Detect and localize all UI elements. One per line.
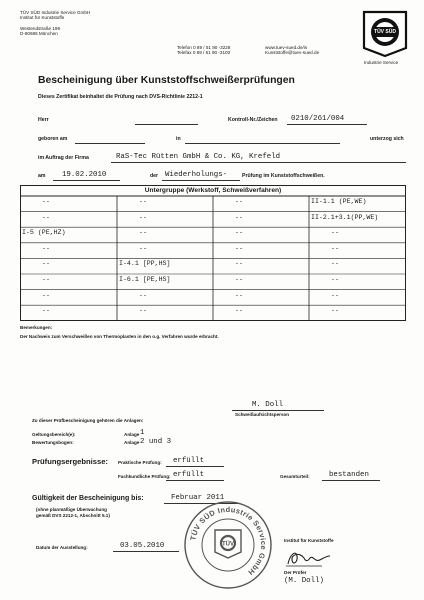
table-header: Untergruppe (Werkstoff, Schweißverfahren) <box>144 187 282 194</box>
rating-label: Bewertungsbogen: <box>32 440 74 445</box>
remarks-text: Der Nachweis zum Verschweißen von Thermoplasten in den o.g. Verfahren wurde erbracht. <box>20 334 219 339</box>
table-cell: -- <box>42 307 50 315</box>
table-cell: -- <box>235 276 243 283</box>
date-value: 19.02.2010 <box>62 171 107 179</box>
table-cell: -- <box>42 244 50 252</box>
table-cell: II-1.1 (PE,WE) <box>311 198 367 205</box>
table-cell: I-6.1 [PE,HS] <box>119 276 171 283</box>
examiner-name: (M. Doll) <box>284 577 324 585</box>
geboren-label: geboren am <box>38 136 68 142</box>
page-title: Bescheinigung über Kunststoffschweißerprüfungen <box>38 75 295 86</box>
table-cell: -- <box>42 276 50 283</box>
scope-label: Geltungsbereich(e): <box>32 432 76 437</box>
rating-value: 2 und 3 <box>140 438 172 446</box>
logo-caption: Industrie Service <box>364 60 399 65</box>
table-cell: I-5 (PE,HZ) <box>22 229 66 237</box>
issue-value: 03.05.2010 <box>120 542 165 550</box>
theory-line <box>166 480 224 481</box>
kontroll-label: Kontroll-Nr./Zeichen <box>228 117 278 123</box>
table-cell: -- <box>235 198 243 205</box>
validity-note-2: gemäß DVS 2212-1, Abschnitt 5.1) <box>36 513 110 518</box>
table-cell: -- <box>42 198 50 205</box>
in-line <box>185 143 340 144</box>
signature-scribble-icon <box>284 546 334 570</box>
attachments-intro: Zu dieser Prüfbescheinigung gehören die Anlagen: <box>32 418 144 423</box>
scope-value: 1 <box>140 429 145 437</box>
signature-institute: Institut für Kunststoffe <box>284 538 334 543</box>
table-cell: -- <box>331 307 339 315</box>
table-cell: -- <box>42 291 50 299</box>
org-street: Westendstraße 199 <box>20 25 61 31</box>
table-cell: -- <box>139 291 147 299</box>
pruefung-text: Prüfung im Kunststoffschweißen. <box>242 173 325 179</box>
examiner-label: Der Prüfer <box>284 570 307 575</box>
rating-anlage: Anlage <box>124 440 140 445</box>
web-block <box>265 45 319 56</box>
pruefungsart-line <box>162 180 240 181</box>
table-cell: -- <box>235 229 243 237</box>
firma-line <box>111 162 406 163</box>
table-cell: -- <box>235 291 243 299</box>
overall-label: Gesamturteil: <box>280 474 310 479</box>
phone-number: Telefon 0 89 / 51 90 -3228 <box>177 45 231 50</box>
table-cell: -- <box>331 244 339 252</box>
table-cell: -- <box>139 307 147 315</box>
herr-label: Herr <box>38 117 49 123</box>
table-cell: -- <box>42 213 50 221</box>
unterzog-label: unterzog sich <box>370 136 404 142</box>
validity-value: Februar 2011 <box>171 494 225 502</box>
validity-label: Gültigkeit der Bescheinigung bis: <box>32 495 144 502</box>
results-label: Prüfungsergebnisse: <box>32 457 108 466</box>
issue-line <box>113 551 179 552</box>
org-city: D-80686 München <box>20 31 58 37</box>
table-cell: -- <box>235 260 243 268</box>
org-institute: Institut für Kunststoffe <box>20 15 65 21</box>
kontroll-line <box>287 124 367 125</box>
supervisor-caption: Schweißaufsichtsperson <box>235 412 290 417</box>
table-grid <box>20 185 406 321</box>
phone-block <box>177 45 230 56</box>
am-label: am <box>38 173 46 179</box>
date-line <box>53 180 120 181</box>
subgroup-table <box>20 185 406 321</box>
handwritten-signature <box>284 546 334 570</box>
tuv-logo-text: TÜV SÜD <box>374 29 396 35</box>
table-cell: -- <box>331 229 339 237</box>
table-cell: -- <box>42 260 50 268</box>
firma-value: RaS-Tec Rütten GmbH & Co. KG, Krefeld <box>116 153 281 161</box>
scope-anlage: Anlage <box>124 432 140 437</box>
remarks-label: Bemerkungen: <box>20 325 53 330</box>
table-cell: -- <box>235 244 243 252</box>
org-address-block <box>20 10 90 37</box>
fax-number: Telefax 0 89 / 51 90 -3100 <box>177 50 231 56</box>
in-label: in <box>176 136 181 142</box>
tuv-logo <box>362 10 408 58</box>
practical-value: erfüllt <box>173 457 205 465</box>
official-stamp <box>183 500 273 590</box>
page-subtitle: Dieses Zertifikat beinhaltet die Prüfung nach DVS-Richtlinie 2212-1 <box>38 94 203 100</box>
stamp-ring-text: TÜV SÜD Industrie Service GmbH <box>188 504 269 578</box>
table-cell: -- <box>331 291 339 299</box>
email[interactable]: Kunststoffe@tuev-sued.de <box>265 50 320 56</box>
table-cell: -- <box>139 229 147 237</box>
table-cell: -- <box>331 276 339 283</box>
geboren-line <box>75 143 145 144</box>
stamp-seal-icon <box>183 500 273 590</box>
issue-label: Datum der Ausstellung: <box>36 545 88 550</box>
der-label: der <box>150 173 159 179</box>
table-cell: I-4.1 [PP,HS] <box>119 260 171 268</box>
supervisor-name: M. Doll <box>252 401 284 409</box>
auftrag-label: im Auftrag der Firma <box>38 155 89 161</box>
table-cell: -- <box>235 213 243 221</box>
practical-label: Praktische Prüfung: <box>118 460 162 465</box>
supervisor-line <box>232 410 324 411</box>
table-cell: -- <box>139 244 147 252</box>
table-cell: -- <box>235 307 243 315</box>
stamp-center-text: TÜV <box>222 541 234 548</box>
kontroll-value: 0210/261/004 <box>291 115 345 123</box>
table-cell: -- <box>331 260 339 268</box>
theory-value: erfüllt <box>173 471 205 479</box>
validity-note-1: (ohne planmäßige Überwachung <box>36 507 107 512</box>
overall-line <box>322 480 380 481</box>
website[interactable]: www.tuev-sued.de/is <box>265 45 308 50</box>
practical-line <box>166 466 224 467</box>
overall-value: bestanden <box>329 471 369 479</box>
table-cell: -- <box>139 198 147 205</box>
org-name: TÜV SÜD Industrie Service GmbH <box>20 10 91 15</box>
table-cell: II-2.1+3.1(PP,WE) <box>311 213 379 221</box>
theory-label: Fachkundliche Prüfung: <box>118 474 171 479</box>
herr-line <box>135 124 198 125</box>
pruefungsart-value: Wiederholungs- <box>165 171 228 179</box>
table-cell: -- <box>139 213 147 221</box>
